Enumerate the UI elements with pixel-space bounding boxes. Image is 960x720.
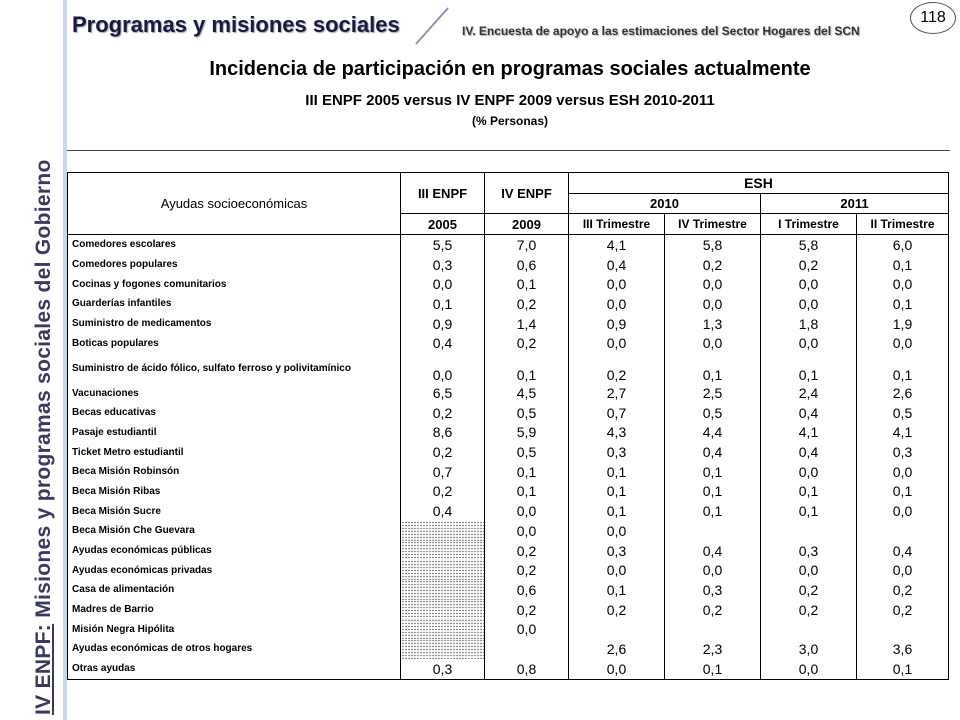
value-cell: 0,0 [761, 659, 857, 679]
value-cell: 5,9 [485, 423, 569, 443]
table-row [68, 462, 949, 482]
table-row [68, 353, 949, 383]
chapter-title: IV. Encuesta de apoyo a las estimaciones del Sector Hogares del SCN [462, 24, 860, 38]
row-label: Beca Misión Robinsón [68, 462, 401, 482]
value-cell: 4,5 [485, 383, 569, 403]
value-cell [401, 639, 485, 659]
value-cell: 0,7 [569, 403, 665, 423]
value-cell: 6,0 [857, 235, 949, 255]
value-cell: 4,1 [857, 423, 949, 443]
row-label: Beca Misión Ribas [68, 482, 401, 502]
value-cell: 2,6 [569, 639, 665, 659]
value-cell: 0,9 [569, 314, 665, 334]
table-row [68, 560, 949, 580]
value-cell: 0,2 [485, 334, 569, 354]
value-cell: 0,4 [857, 541, 949, 561]
table-row [68, 274, 949, 294]
value-cell [401, 521, 485, 541]
value-cell: 0,4 [665, 442, 761, 462]
value-cell: 2,6 [857, 383, 949, 403]
value-cell: 0,0 [569, 334, 665, 354]
table-row [68, 541, 949, 561]
value-cell: 0,2 [665, 255, 761, 275]
value-cell: 0,1 [665, 353, 761, 383]
value-cell: 0,1 [401, 294, 485, 314]
value-cell: 0,3 [401, 659, 485, 679]
value-cell: 0,3 [665, 580, 761, 600]
value-cell: 4,3 [569, 423, 665, 443]
value-cell: 0,9 [401, 314, 485, 334]
value-cell: 0,0 [665, 334, 761, 354]
value-cell: 0,0 [569, 294, 665, 314]
value-cell: 0,0 [665, 274, 761, 294]
value-cell: 0,1 [485, 353, 569, 383]
value-cell [761, 521, 857, 541]
value-cell: 0,4 [569, 255, 665, 275]
value-cell: 0,6 [485, 580, 569, 600]
value-cell [401, 541, 485, 561]
row-label: Ayudas económicas públicas [68, 541, 401, 561]
value-cell: 0,2 [857, 580, 949, 600]
value-cell: 0,2 [485, 541, 569, 561]
value-cell: 0,1 [485, 462, 569, 482]
value-cell: 0,2 [665, 600, 761, 620]
col-header-enpf4: IV ENPF [485, 173, 569, 214]
value-cell: 0,3 [569, 541, 665, 561]
row-label: Casa de alimentación [68, 580, 401, 600]
row-label: Vacunaciones [68, 383, 401, 403]
row-label: Otras ayudas [68, 659, 401, 679]
value-cell: 0,2 [485, 294, 569, 314]
value-cell: 1,4 [485, 314, 569, 334]
value-cell: 0,2 [401, 482, 485, 502]
row-label: Misión Negra Hipólita [68, 619, 401, 639]
row-label: Beca Misión Sucre [68, 501, 401, 521]
value-cell: 0,5 [485, 442, 569, 462]
value-cell: 0,5 [665, 403, 761, 423]
value-cell: 0,1 [569, 462, 665, 482]
value-cell: 0,0 [401, 353, 485, 383]
value-cell: 0,1 [761, 353, 857, 383]
value-cell: 0,1 [857, 353, 949, 383]
table-row [68, 235, 949, 255]
value-cell: 5,5 [401, 235, 485, 255]
table-row [68, 659, 949, 679]
value-cell: 2,7 [569, 383, 665, 403]
section-title: Programas y misiones sociales [72, 12, 400, 37]
table-row [68, 580, 949, 600]
value-cell: 0,2 [761, 600, 857, 620]
value-cell: 0,3 [401, 255, 485, 275]
value-cell: 0,0 [857, 501, 949, 521]
page-title: Incidencia de participación en programas sociales actualmente [209, 58, 811, 80]
value-cell: 0,0 [569, 659, 665, 679]
table-row [68, 442, 949, 462]
value-cell: 0,6 [485, 255, 569, 275]
value-cell: 3,0 [761, 639, 857, 659]
page-subtitle: III ENPF 2005 versus IV ENPF 2009 versus ESH 2010-2011 [305, 92, 715, 109]
value-cell: 0,5 [485, 403, 569, 423]
col-header-q1: I Trimestre [761, 214, 857, 235]
value-cell: 0,1 [857, 659, 949, 679]
col-header-2005: 2005 [401, 214, 485, 235]
value-cell: 0,0 [485, 521, 569, 541]
divider-line [67, 150, 950, 151]
sidebar-prefix: IV ENPF: [32, 623, 55, 715]
value-cell: 0,5 [857, 403, 949, 423]
value-cell [569, 619, 665, 639]
col-header-esh: ESH [569, 173, 949, 194]
table-row [68, 255, 949, 275]
value-cell: 1,8 [761, 314, 857, 334]
col-header-enpf3: III ENPF [401, 173, 485, 214]
value-cell: 2,3 [665, 639, 761, 659]
value-cell: 0,0 [761, 560, 857, 580]
value-cell: 0,2 [761, 255, 857, 275]
value-cell: 0,0 [857, 334, 949, 354]
value-cell: 0,0 [857, 462, 949, 482]
table-row [68, 334, 949, 354]
col-header-2010: 2010 [569, 193, 761, 214]
value-cell: 0,1 [569, 482, 665, 502]
value-cell: 0,4 [401, 334, 485, 354]
value-cell: 0,0 [857, 560, 949, 580]
row-label: Ayudas económicas privadas [68, 560, 401, 580]
value-cell: 0,1 [485, 274, 569, 294]
unit-label: (% Personas) [471, 114, 549, 128]
value-cell: 0,0 [761, 274, 857, 294]
col-header-q3: III Trimestre [569, 214, 665, 235]
sidebar-rest: Misiones y programas sociales del Gobierno [32, 159, 55, 624]
value-cell: 0,1 [761, 501, 857, 521]
value-cell: 2,4 [761, 383, 857, 403]
value-cell: 0,2 [401, 403, 485, 423]
value-cell: 0,1 [485, 482, 569, 502]
table-row [68, 639, 949, 659]
value-cell [401, 600, 485, 620]
row-label: Ticket Metro estudiantil [68, 442, 401, 462]
value-cell: 0,2 [761, 580, 857, 600]
value-cell: 0,0 [401, 274, 485, 294]
row-label: Pasaje estudiantil [68, 423, 401, 443]
table-body [68, 173, 949, 680]
value-cell: 3,6 [857, 639, 949, 659]
value-cell: 0,1 [857, 294, 949, 314]
value-cell [401, 580, 485, 600]
value-cell: 0,1 [665, 462, 761, 482]
table-row [68, 600, 949, 620]
value-cell: 6,5 [401, 383, 485, 403]
value-cell: 0,2 [857, 600, 949, 620]
col-header-2011: 2011 [761, 193, 949, 214]
row-label: Ayudas económicas de otros hogares [68, 639, 401, 659]
table-row [68, 294, 949, 314]
value-cell [665, 521, 761, 541]
value-cell: 0,8 [485, 659, 569, 679]
value-cell: 0,1 [569, 501, 665, 521]
value-cell: 7,0 [485, 235, 569, 255]
table-row [68, 619, 949, 639]
value-cell: 0,2 [569, 600, 665, 620]
value-cell [401, 619, 485, 639]
table-row [68, 314, 949, 334]
slash-divider-icon [412, 6, 452, 46]
value-cell: 0,1 [665, 659, 761, 679]
value-cell [401, 560, 485, 580]
value-cell: 0,4 [665, 541, 761, 561]
value-cell: 0,7 [401, 462, 485, 482]
participation-table [67, 172, 949, 680]
row-label: Suministro de medicamentos [68, 314, 401, 334]
value-cell: 4,4 [665, 423, 761, 443]
value-cell: 0,0 [569, 274, 665, 294]
value-cell: 4,1 [761, 423, 857, 443]
value-cell: 0,0 [569, 560, 665, 580]
value-cell: 0,1 [857, 255, 949, 275]
value-cell: 0,3 [761, 541, 857, 561]
value-cell: 0,1 [569, 580, 665, 600]
table-row [68, 383, 949, 403]
table-row [68, 423, 949, 443]
sidebar-vertical-title [32, 159, 56, 715]
value-cell [857, 521, 949, 541]
value-cell: 0,2 [569, 353, 665, 383]
table-row [68, 403, 949, 423]
row-label: Suministro de ácido fólico, sulfato ferroso y polivitamínico [68, 353, 401, 383]
value-cell: 0,2 [485, 600, 569, 620]
value-cell: 5,8 [665, 235, 761, 255]
row-label: Becas educativas [68, 403, 401, 423]
col-header-ayudas: Ayudas socioeconómicas [68, 173, 401, 235]
value-cell: 0,0 [569, 521, 665, 541]
value-cell: 0,4 [761, 442, 857, 462]
value-cell: 0,0 [857, 274, 949, 294]
value-cell: 0,0 [761, 334, 857, 354]
col-header-q2: II Trimestre [857, 214, 949, 235]
value-cell: 0,2 [485, 560, 569, 580]
value-cell [485, 639, 569, 659]
value-cell: 0,0 [665, 294, 761, 314]
value-cell [761, 619, 857, 639]
value-cell: 0,4 [761, 403, 857, 423]
value-cell: 1,3 [665, 314, 761, 334]
value-cell [857, 619, 949, 639]
value-cell: 0,1 [665, 482, 761, 502]
row-label: Cocinas y fogones comunitarios [68, 274, 401, 294]
value-cell: 0,1 [665, 501, 761, 521]
table-row [68, 482, 949, 502]
col-header-q4: IV Trimestre [665, 214, 761, 235]
value-cell: 0,1 [857, 482, 949, 502]
value-cell: 4,1 [569, 235, 665, 255]
value-cell [665, 619, 761, 639]
row-label: Guarderías infantiles [68, 294, 401, 314]
row-label: Madres de Barrio [68, 600, 401, 620]
value-cell: 5,8 [761, 235, 857, 255]
table-row [68, 501, 949, 521]
value-cell: 0,1 [761, 482, 857, 502]
value-cell: 0,4 [401, 501, 485, 521]
value-cell: 8,6 [401, 423, 485, 443]
value-cell: 0,3 [857, 442, 949, 462]
value-cell: 0,0 [761, 294, 857, 314]
value-cell: 2,5 [665, 383, 761, 403]
value-cell: 0,0 [485, 501, 569, 521]
col-header-2009: 2009 [485, 214, 569, 235]
value-cell: 0,3 [569, 442, 665, 462]
page-number-badge: 118 [910, 2, 956, 34]
value-cell: 0,0 [665, 560, 761, 580]
value-cell: 1,9 [857, 314, 949, 334]
table-row [68, 521, 949, 541]
row-label: Comedores populares [68, 255, 401, 275]
row-label: Beca Misión Che Guevara [68, 521, 401, 541]
value-cell: 0,0 [761, 462, 857, 482]
row-label: Comedores escolares [68, 235, 401, 255]
row-label: Boticas populares [68, 334, 401, 354]
value-cell: 0,2 [401, 442, 485, 462]
value-cell: 0,0 [485, 619, 569, 639]
